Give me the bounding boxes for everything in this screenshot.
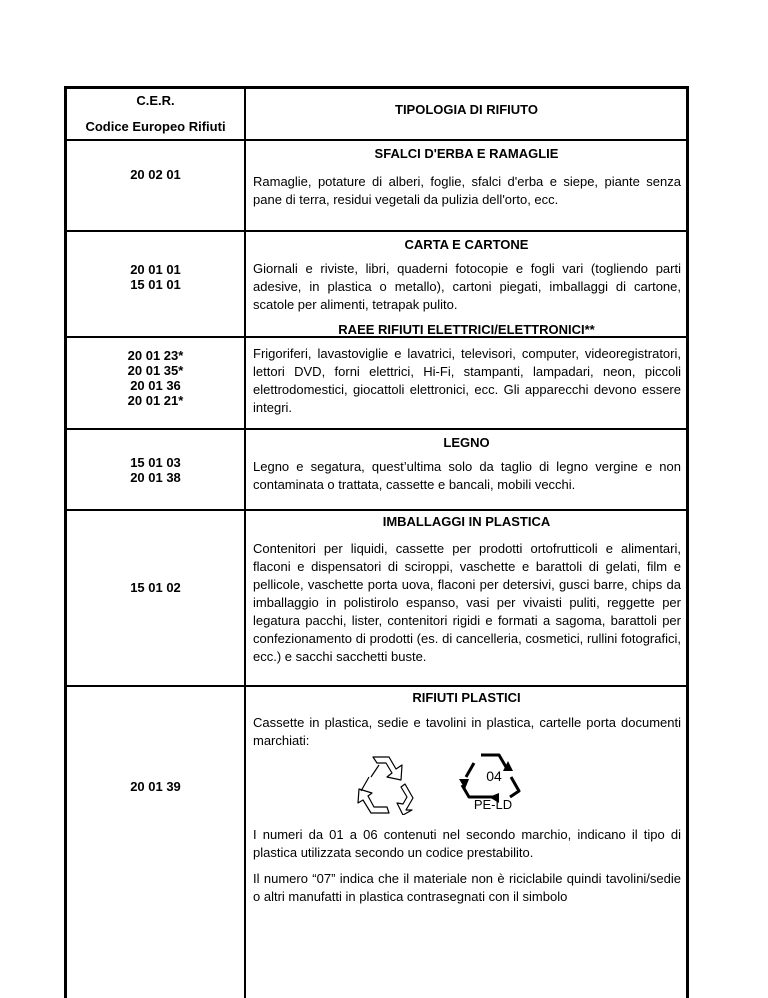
row-description: Ramaglie, potature di alberi, foglie, sfalci d'erba e siepe, piante senza pane di terra, residui vegetali da pulizia dell'orto, ecc. — [253, 174, 681, 207]
row-description: Cassette in plastica, sedie e tavolini in plastica, cartelle porta documenti marchiati: — [253, 715, 681, 748]
row-divider — [67, 139, 686, 141]
row-code: 20 01 35* — [127, 363, 184, 378]
row-code: 20 01 01 — [130, 262, 181, 277]
row-description: Il numero “07” indica che il materiale non è riciclabile quindi tavolini/sedie o altri manufatti in plastica contrasegnati con il simbolo — [253, 871, 681, 904]
row-description: Legno e segatura, quest’ultima solo da taglio di legno vergine e non contaminata o trattata, cassette e bancali, mobili vecchi. — [253, 459, 681, 492]
tipologia-header: TIPOLOGIA DI RIFIUTO — [395, 102, 538, 117]
row-code: 15 01 02 — [130, 580, 181, 595]
row-code: 20 01 38 — [130, 470, 181, 485]
row-title: IMBALLAGGI IN PLASTICA — [382, 514, 551, 529]
row-description: Frigoriferi, lavastoviglie e lavatrici, televisori, computer, videoregistratori, lettori DVD, forni elettrici, Hi-Fi, stampanti, lampadari, neon, piccoli elettrodomestici, giocattoli elettronici, ecc. Gli apparecchi devono essere integri. — [253, 346, 681, 415]
row-code: 20 01 23* — [127, 348, 184, 363]
row-title: RAEE RIFIUTI ELETTRICI/ELETTRONICI** — [338, 322, 595, 337]
row-description: Giornali e riviste, libri, quaderni fotocopie e fogli vari (togliendo parti adesive, in plastica o metallo), cartoni piegati, imballaggi di cartone, scatole per alimenti, tetrapak pulito. — [253, 261, 681, 312]
row-divider — [67, 509, 686, 511]
row-code: 20 01 36 — [130, 378, 181, 393]
row-code: 15 01 03 — [130, 455, 181, 470]
row-code: 15 01 01 — [130, 277, 181, 292]
row-title: SFALCI D'ERBA E RAMAGLIE — [374, 146, 559, 161]
row-divider — [67, 685, 686, 687]
plastic-code-label: PE-LD — [473, 797, 513, 812]
row-code: 20 01 39 — [130, 779, 181, 794]
column-divider — [244, 89, 246, 998]
waste-table — [64, 86, 689, 998]
plastic-code-number: 04 — [486, 768, 502, 784]
row-divider — [67, 428, 686, 430]
cer-header: C.E.R. — [136, 93, 175, 108]
row-title: LEGNO — [443, 435, 490, 450]
row-code: 20 01 21* — [127, 393, 184, 408]
row-code: 20 02 01 — [130, 167, 181, 182]
cer-full-header: Codice Europeo Rifiuti — [85, 119, 226, 134]
row-title: RIFIUTI PLASTICI — [412, 690, 521, 705]
recycle-icon — [349, 753, 423, 815]
row-divider — [67, 230, 686, 232]
row-title: CARTA E CARTONE — [404, 237, 529, 252]
row-description: Contenitori per liquidi, cassette per prodotti ortofrutticoli e alimentari, flaconi e dispensatori di sciroppi, vaschette e barattoli di gelati, film e pellicole, vaschette porta uova, flaconi per detersivi, gusci barre, chips da imballaggio in polistirolo espanso, vasi per vivaisti puliti, reggette per legatura pacchi, lister, contenitori rigidi e formati a sagoma, barattoli per confezionamento di prodotti (es. di cancelleria, cosmetici, rullini fotografici, ecc.) e sacchi sacchetti buste. — [253, 541, 681, 664]
row-description: I numeri da 01 a 06 contenuti nel secondo marchio, indicano il tipo di plastica utilizzata secondo un codice prestabilito. — [253, 827, 681, 860]
